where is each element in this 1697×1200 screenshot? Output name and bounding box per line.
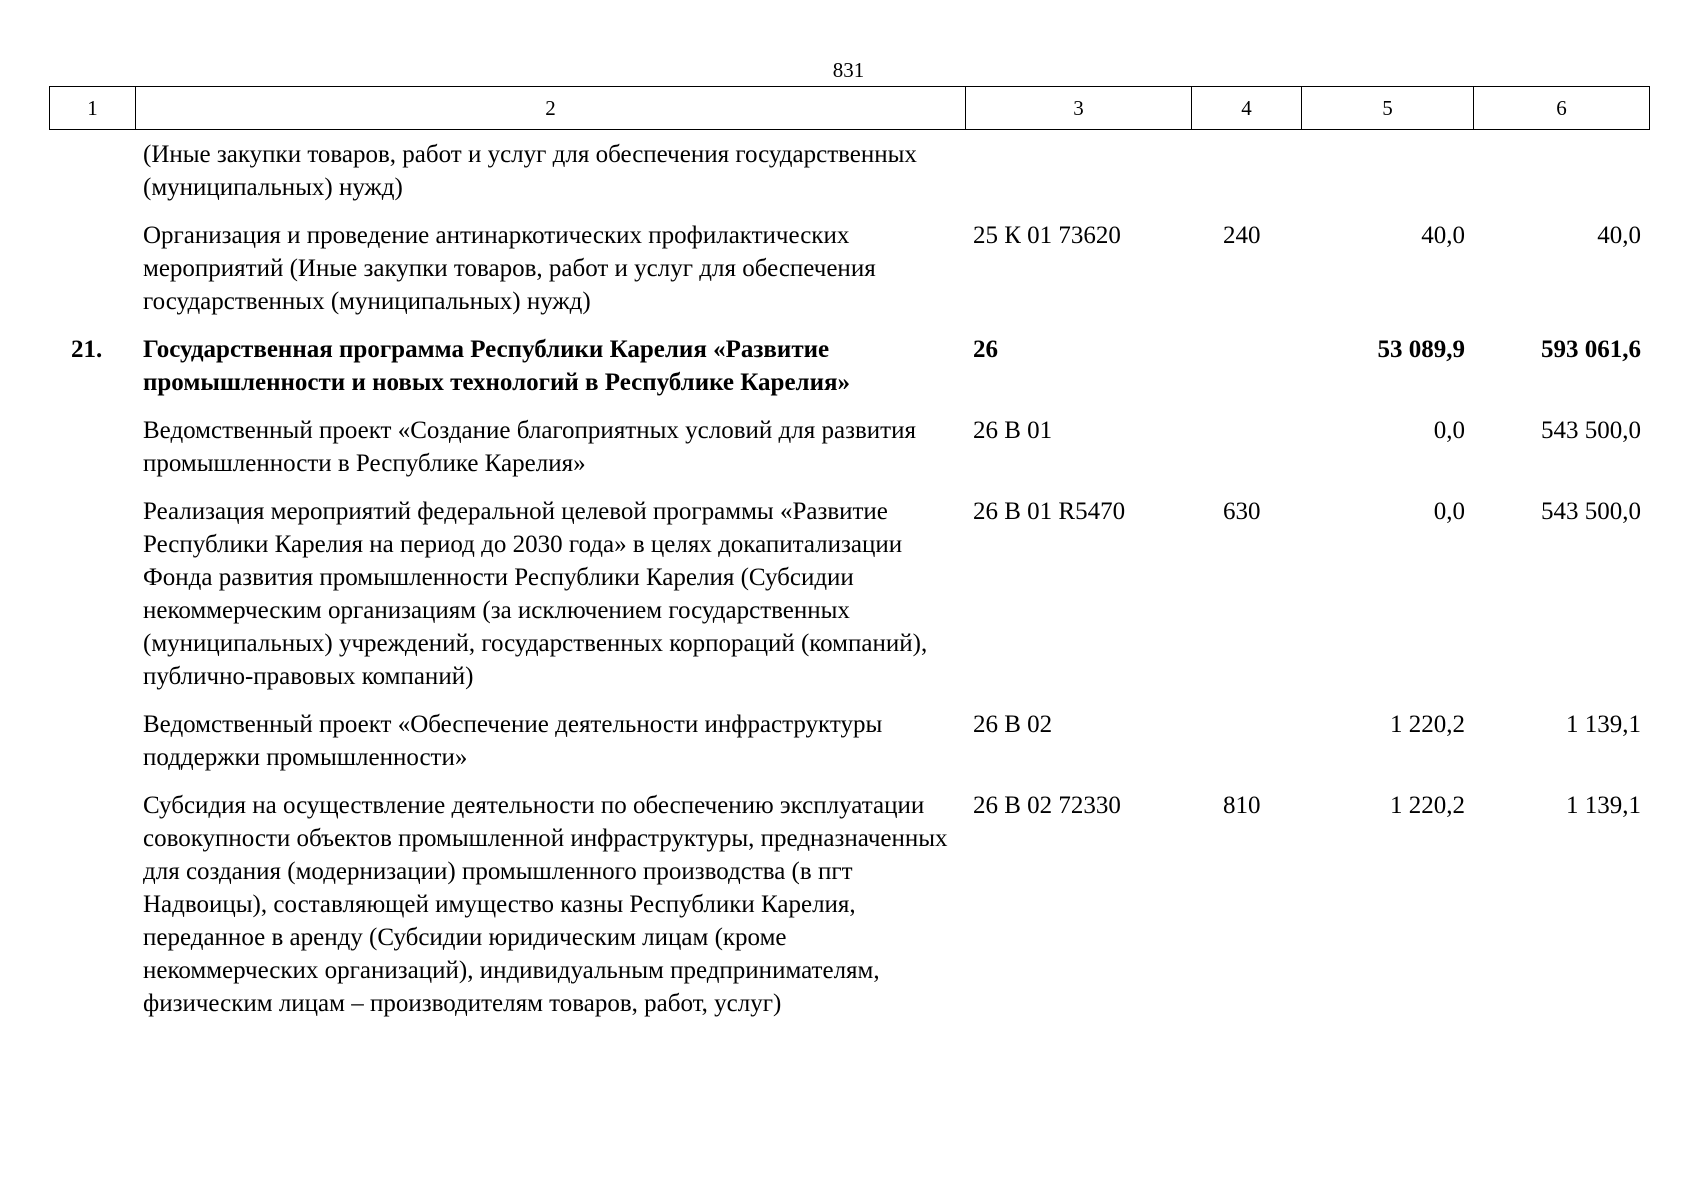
row-expense-type: 240 xyxy=(1223,222,1261,249)
row-code: 26 В 02 xyxy=(973,711,1053,738)
row-amount-col5: 1 220,2 xyxy=(1390,711,1465,738)
row-amount-col6: 593 061,6 xyxy=(1541,336,1641,363)
table-row xyxy=(49,138,1649,219)
row-expense-type xyxy=(1191,708,1301,789)
row-amount-col6: 1 139,1 xyxy=(1566,711,1641,738)
row-expense-type xyxy=(1191,333,1301,414)
row-amount-col5: 40,0 xyxy=(1421,222,1465,249)
row-amount-col5: 0,0 xyxy=(1433,417,1465,444)
budget-table xyxy=(49,138,1649,1035)
column-header-row xyxy=(50,87,1650,130)
row-amount-col6: 40,0 xyxy=(1597,222,1641,249)
row-code xyxy=(965,138,1191,219)
row-number xyxy=(49,219,135,333)
column-header-6: 6 xyxy=(1474,87,1650,130)
row-amount-col6: 543 500,0 xyxy=(1541,498,1641,525)
column-header-table xyxy=(49,86,1650,130)
column-header-1: 1 xyxy=(50,87,136,130)
row-number: 21. xyxy=(71,336,103,363)
row-expense-type: 810 xyxy=(1223,792,1261,819)
row-name: Реализация мероприятий федеральной целевой программы «Развитие Республики Карелия на период до 2030 года» в целях докапитализации Фонда развития промышленности Республики Карелия (Субсидии некоммерческим организациям (за исключением государственных (муниципальных) учреждений, государственных корпораций (компаний), публично-правовых компаний) xyxy=(143,498,928,690)
column-header-3: 3 xyxy=(966,87,1192,130)
row-amount-col6: 543 500,0 xyxy=(1541,417,1641,444)
row-amount-col6: 1 139,1 xyxy=(1566,792,1641,819)
table-row xyxy=(49,495,1649,708)
row-name: Организация и проведение антинаркотических профилактических мероприятий (Иные закупки товаров, работ и услуг для обеспечения государственных (муниципальных) нужд) xyxy=(143,222,876,315)
row-expense-type: 630 xyxy=(1223,498,1261,525)
row-amount-col5: 0,0 xyxy=(1433,498,1465,525)
row-amount-col5 xyxy=(1301,138,1473,219)
column-header-2: 2 xyxy=(136,87,966,130)
row-code: 26 В 01 R5470 xyxy=(973,498,1126,525)
row-expense-type xyxy=(1191,138,1301,219)
row-name: Субсидия на осуществление деятельности по обеспечению эксплуатации совокупности объектов промышленной инфраструктуры, предназначенных для создания (модернизации) промышленного производства (в пгт Надвоицы), составляющей имущество казны Республики Карелия, переданное в аренду (Субсидии юридическим лицам (кроме некоммерческих организаций), индивидуальным предпринимателям, физическим лицам – производителям товаров, работ, услуг) xyxy=(143,792,948,1017)
budget-table-body xyxy=(49,138,1649,1035)
table-row xyxy=(49,333,1649,414)
table-row xyxy=(49,219,1649,333)
row-name: Ведомственный проект «Обеспечение деятельности инфраструктуры поддержки промышленности» xyxy=(143,711,883,771)
row-code: 25 К 01 73620 xyxy=(973,222,1121,249)
row-expense-type xyxy=(1191,414,1301,495)
row-name: Ведомственный проект «Создание благоприятных условий для развития промышленности в Республике Карелия» xyxy=(143,417,916,477)
row-code: 26 xyxy=(973,336,998,363)
row-code: 26 В 01 xyxy=(973,417,1053,444)
row-amount-col6 xyxy=(1473,138,1649,219)
row-amount-col5: 53 089,9 xyxy=(1377,336,1465,363)
column-header-4: 4 xyxy=(1192,87,1302,130)
row-number xyxy=(49,789,135,1035)
row-number xyxy=(49,708,135,789)
table-row xyxy=(49,708,1649,789)
row-amount-col5: 1 220,2 xyxy=(1390,792,1465,819)
row-number xyxy=(49,414,135,495)
row-name: Государственная программа Республики Карелия «Развитие промышленности и новых технологий в Республике Карелия» xyxy=(143,336,850,396)
row-name: (Иные закупки товаров, работ и услуг для обеспечения государственных (муниципальных) нужд) xyxy=(143,141,917,201)
table-row xyxy=(49,414,1649,495)
column-header-5: 5 xyxy=(1302,87,1474,130)
table-row xyxy=(49,789,1649,1035)
row-number xyxy=(49,138,135,219)
page-number: 831 xyxy=(832,58,865,82)
row-number xyxy=(49,495,135,708)
row-code: 26 В 02 72330 xyxy=(973,792,1121,819)
